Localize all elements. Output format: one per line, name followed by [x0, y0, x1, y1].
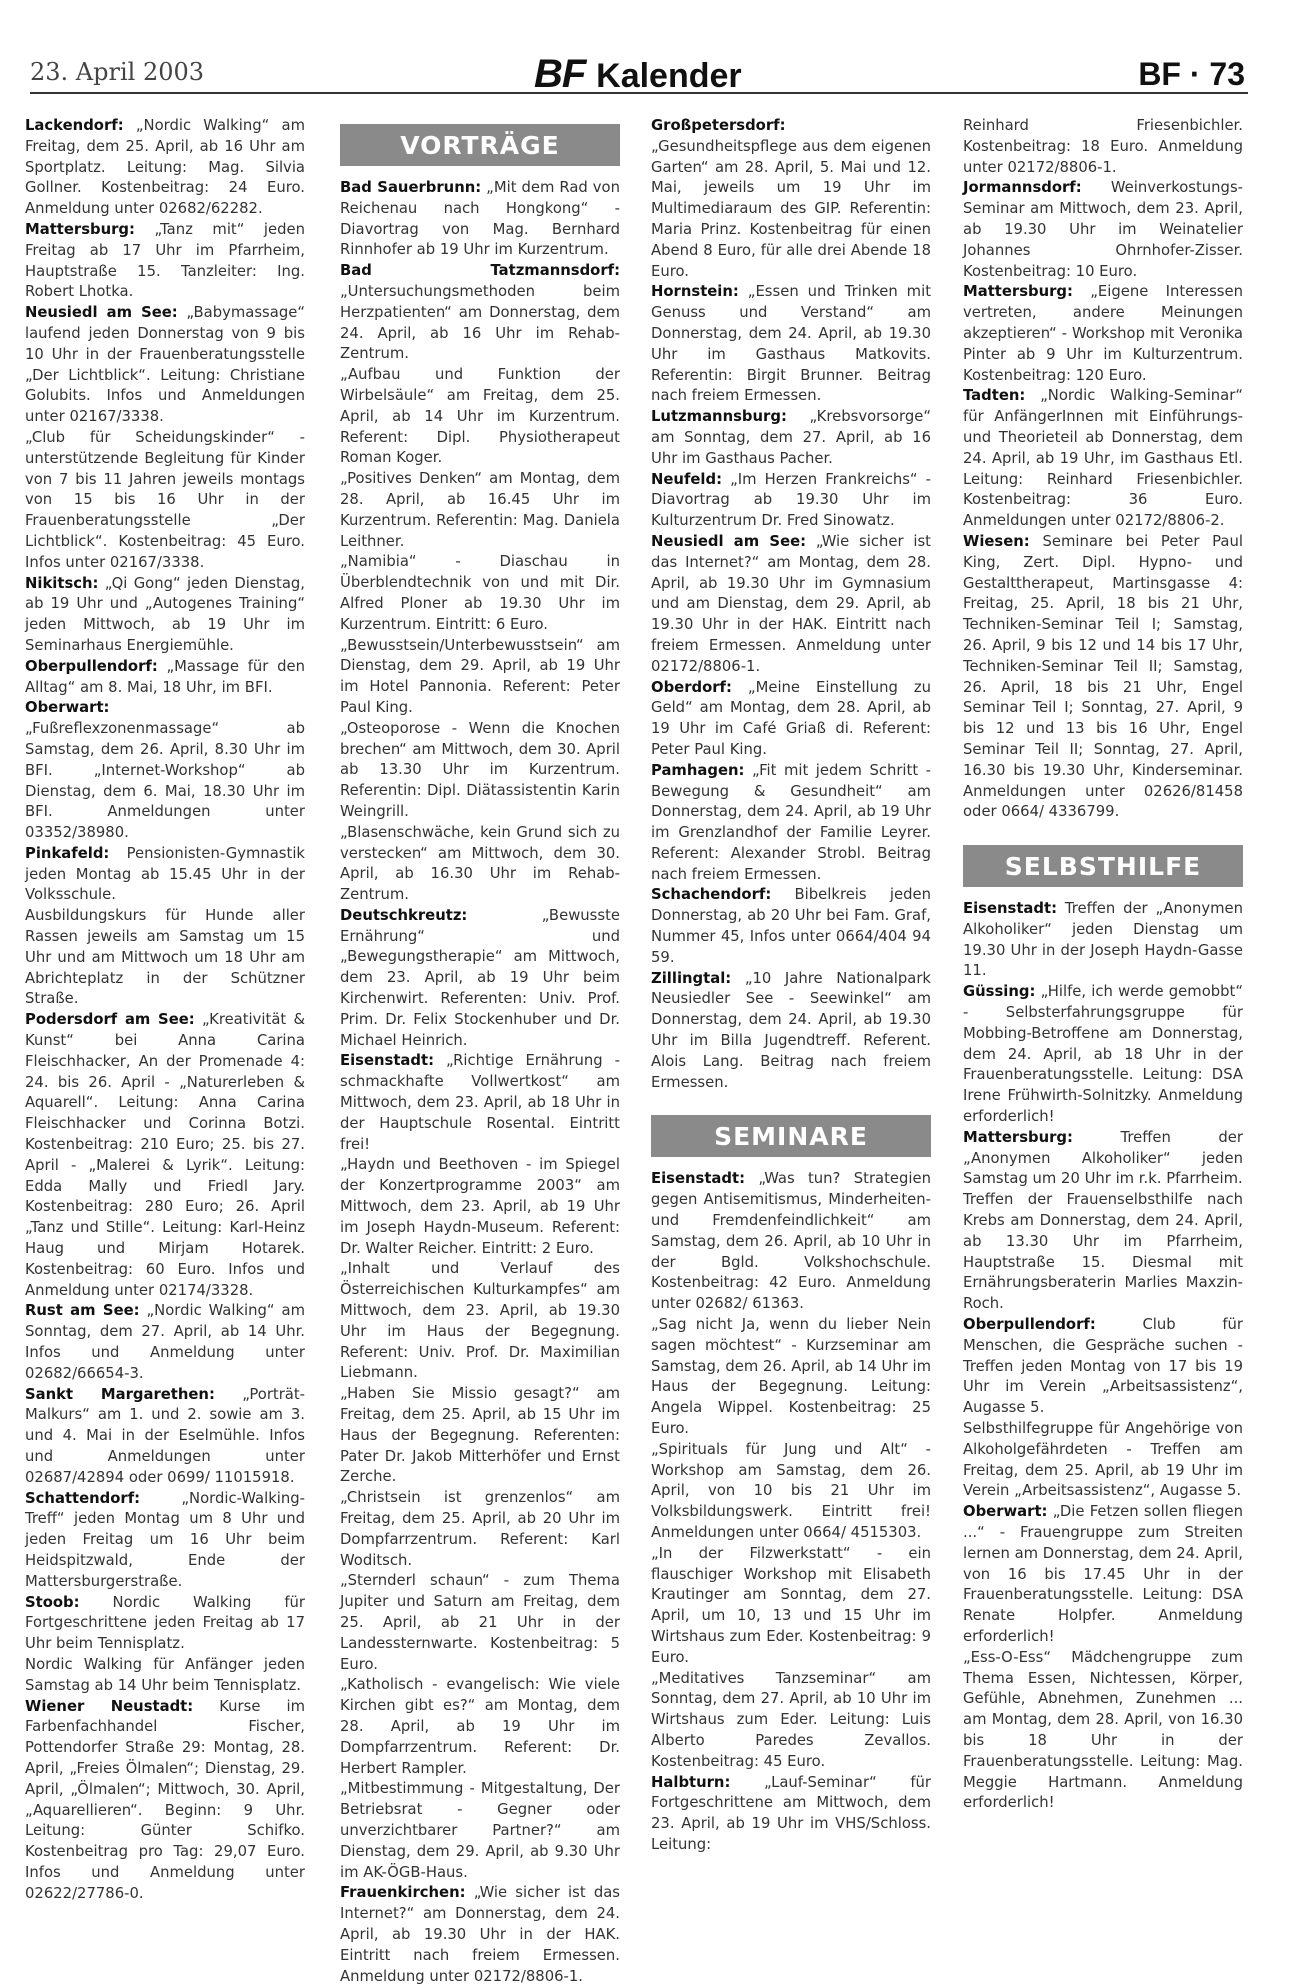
entry-place: Güssing: [963, 983, 1036, 1001]
entry-place: Oberdorf: [651, 678, 732, 696]
entry-place: Hornstein: [651, 283, 739, 301]
entry-text: „Gesundheitspflege aus dem eigenen Garten“ am 28. April, 5. Mai und 12. Mai, jeweils um 19 Uhr im Multimediaraum des GIP. Referentin: Maria Prinz. Kostenbeitrag für einen Abend 8 Euro, für alle drei Abende 18 Euro. [651, 137, 931, 280]
entry-text: „Nordic Walking“ am Sonntag, dem 27. April, ab 14 Uhr. Infos und Anmeldung unter 02682/66654-3. [25, 1302, 305, 1382]
page-header [0, 0, 1292, 96]
calendar-entry [651, 470, 931, 532]
entry-text: „Fit mit jedem Schritt - Bewegung & Gesundheit“ am Donnerstag, dem 24. April, ab 19 Uhr im Grenzlandhof der Familie Leyrer. Referent: Alexander Strobl. Beitrag nach freiem Ermessen. [651, 761, 931, 883]
calendar-entry [25, 303, 305, 428]
entry-text: „Meditatives Tanzseminar“ am Sonntag, dem 27. April, ab 10 Uhr im Wirtshaus zum Eder. Leitung: Luis Alberto Paredes Zevallos. Kostenbeitrag: 45 Euro. [651, 1669, 931, 1770]
entry-place: Oberwart: [25, 699, 110, 717]
entry-text: Ausbildungskurs für Hunde aller Rassen jeweils am Samstag um 15 Uhr und am Mittwoch um 18 Uhr am Abrichteplatz in der Schützner Straße. [25, 907, 305, 1008]
calendar-entry [25, 116, 305, 220]
calendar-entry [25, 698, 305, 844]
calendar-entry [651, 1669, 931, 1773]
entry-text: „Babymassage“ laufend jeden Donnerstag von 9 bis 10 Uhr in der Frauenberatungsstelle „Der Lichtblick“. Leitung: Christiane Golubits. Infos und Anmeldungen unter 02167/3338. [25, 304, 305, 426]
entry-text: „Nordic Walking-Seminar“ für AnfängerInnen mit Einführungs- und Theorieteil ab Donnerstag, dem 24. April, ab 19 Uhr, im Gasthaus Etl. Leitung: Reinhard Friesenbichler. Kostenbeitrag: 36 Euro. Anmeldungen unter 02172/8806-2. [963, 387, 1243, 530]
entry-text: Bibelkreis jeden Donnerstag, ab 20 Uhr bei Fam. Graf, Nummer 45, Infos unter 0664/404 94 59. [651, 886, 931, 966]
entry-text: Treffen der Frauenselbsthilfe nach Krebs am Donnerstag, dem 24. April, ab 13.30 Uhr im Pfarrheim, Hauptstraße 15. Diesmal mit Ernährungsberaterin Marlies Maxzin-Roch. [963, 1191, 1243, 1313]
entry-place: Mattersburg: [963, 1128, 1073, 1146]
entry-place: Schattendorf: [25, 1489, 141, 1507]
entry-place: Tadten: [963, 387, 1026, 405]
entry-place: Oberpullendorf: [25, 657, 158, 675]
entry-text: „Essen und Trinken mit Genuss und Verstand“ am Donnerstag, dem 24. April, ab 19.30 Uhr im Gasthaus Matkovits. Referentin: Birgit Brunner. Beitrag nach freiem Ermessen. [651, 283, 931, 405]
entry-text: „10 Jahre Nationalpark Neusiedler See - Seewinkel“ am Donnerstag, dem 24. April, ab 19.30 Uhr im Billa Jugendtreff. Referent. Alois Lang. Beitrag nach freiem Ermessen. [651, 969, 931, 1091]
calendar-entry [340, 1883, 620, 1987]
entry-text: „Haben Sie Missio gesagt?“ am Freitag, dem 25. April, ab 15 Uhr im Haus der Begegnung. Referenten: Pater Dr. Jakob Mitterhöfer und Ernst Zerche. [340, 1385, 620, 1486]
entry-place: Mattersburg: [963, 283, 1073, 301]
entry-place: Wiener Neustadt: [25, 1697, 194, 1715]
entries [651, 116, 931, 1093]
entry-text: „Nordic-Walking-Treff“ jeden Montag um 8 Uhr und jeden Freitag um 16 Uhr beim Heidspitzwald, Ende der Mattersburgerstraße. [25, 1489, 305, 1590]
calendar-entry [651, 532, 931, 678]
entry-text: „Kreativität & Kunst“ bei Anna Carina Fleischhacker, An der Promenade 4: 24. bis 26. April - „Naturerleben & Aquarell“. Leitung: Anna Carina Fleischhacker und Corinna Botzi. Kostenbeitrag: 210 Euro; 25. bis 27. April - „Malerei & Lyrik“. Leitung: Edda Mally und Friedl Jary. Kostenbeitrag: 280 Euro; 26. April „Tanz und Stille“. Leitung: Karl-Heinz Haug und Mirjam Hotarek. Kostenbeitrag: 60 Euro. Infos und Anmeldung unter 02174/3328. [25, 1011, 306, 1299]
entry-place: Eisenstadt: [963, 900, 1058, 918]
header-rule [30, 92, 1248, 94]
entry-place: Stoob: [25, 1593, 80, 1611]
calendar-entry [340, 636, 620, 719]
entry-place: Oberpullendorf: [963, 1316, 1096, 1334]
entry-text: „Fußreflexzonenmassage“ ab Samstag, dem 26. April, 8.30 Uhr im BFI. „Internet-Workshop“ ab Dienstag, dem 6. Mai, 18.30 Uhr im BFI. Anmeldungen unter 03352/38980. [25, 720, 305, 842]
calendar-entry [963, 116, 1243, 178]
calendar-entry [340, 1259, 620, 1384]
calendar-entry [25, 1385, 305, 1489]
calendar-entry [25, 1489, 305, 1593]
calendar-entry [651, 761, 931, 886]
entry-place: Großpetersdorf: [651, 117, 786, 134]
column-2 [340, 116, 620, 1987]
page-number: BF · 73 [1138, 56, 1245, 92]
entry-text: „In der Filzwerkstatt“ - ein flauschiger Workshop mit Elisabeth Krautinger am Sonntag, dem 27. April, um 10, 13 und 15 Uhr im Wirtshaus zum Eder. Kostenbeitrag: 9 Euro. [651, 1544, 931, 1666]
calendar-entry [963, 386, 1243, 532]
section-name: Kalender [596, 57, 742, 95]
calendar-entry [651, 1169, 931, 1315]
entry-text: „Mitbestimmung - Mitgestaltung, Der Betriebsrat - Gegner oder unverzichtbarer Partner?“ am Dienstag, dem 29. April, ab 9.30 Uhr im AK-ÖGB-Haus. [340, 1780, 620, 1881]
calendar-entry [25, 1655, 305, 1697]
entries [651, 1169, 931, 1855]
entry-text: „Was tun? Strategien gegen Antisemitismus, Minderheiten- und Fremdenfeindlichkeit“ am Samstag, dem 26. April, ab 10 Uhr in der Bgld. Volkshochschule. Kostenbeitrag: 42 Euro. Anmeldung unter 02682/ 61363. [651, 1170, 931, 1313]
entry-text: Pensionisten-Gymnastik jeden Montag ab 15.45 Uhr in der Volksschule. [25, 844, 305, 904]
calendar-entry [963, 982, 1243, 1128]
entry-text: „Porträt-Malkurs“ am 1. und 2. sowie am 3. und 4. Mai in der Eselmühle. Infos und Anmeldungen unter 02687/42894 oder 0699/ 11015918. [25, 1385, 305, 1486]
entries [25, 116, 305, 1905]
calendar-entry [963, 899, 1243, 982]
entry-place: Eisenstadt: [651, 1170, 746, 1188]
entry-place: Podersdorf am See: [25, 1011, 195, 1029]
entry-text: „Spirituals für Jung und Alt“ - Workshop am Samstag, dem 26. April, von 10 bis 21 Uhr im Volksbildungswerk. Eintritt frei! Anmeldungen unter 0664/ 4515303. [651, 1440, 931, 1541]
section-heading-vortraege: VORTRÄGE [340, 124, 620, 166]
entries [963, 116, 1243, 823]
entry-text: „Haydn und Beethoven - im Spiegel der Konzertprogramme 2003“ am Mittwoch, dem 23. April, ab 19 Uhr im Joseph Haydn-Museum. Referent: Dr. Walter Reicher. Eintritt: 2 Euro. [340, 1156, 620, 1257]
calendar-entry [963, 532, 1243, 823]
entry-place: Sankt Margarethen: [25, 1385, 215, 1403]
entry-text: Treffen der „Anonymen Alkoholiker“ jeden Samstag um 20 Uhr im r.k. Pfarrheim. [963, 1128, 1243, 1188]
entry-text: „Lauf-Seminar“ für Fortgeschrittene am Mittwoch, dem 23. April, ab 19 Uhr im VHS/Schloss. Leitung: [651, 1773, 931, 1853]
entry-text: „Nordic Walking“ am Freitag, dem 25. April, ab 16 Uhr am Sportplatz. Leitung: Mag. Silvia Gollner. Kostenbeitrag: 24 Euro. Anmeldung unter 02682/62282. [25, 117, 305, 218]
calendar-entry [651, 116, 931, 282]
calendar-entry [651, 885, 931, 968]
entry-text: „Sternderl schaun“ - zum Thema Jupiter und Saturn am Freitag, dem 25. April, ab 21 Uhr in der Landessternwarte. Kostenbeitrag: 5 Euro. [340, 1572, 620, 1673]
entry-place: Eisenstadt: [340, 1052, 435, 1070]
entry-place: Jormannsdorf: [963, 179, 1082, 197]
calendar-entry [340, 719, 620, 823]
entry-place: Schachendorf: [651, 886, 772, 904]
entry-place: Halbturn: [651, 1773, 731, 1791]
entry-text: „Krebsvorsorge“ am Sonntag, dem 27. April, ab 16 Uhr im Gasthaus Pacher. [651, 408, 931, 467]
calendar-entry [340, 1571, 620, 1675]
entry-place: Neusiedl am See: [25, 304, 178, 322]
calendar-entry [340, 1384, 620, 1488]
entries [963, 899, 1243, 1814]
entry-place: Neusiedl am See: [651, 532, 807, 550]
entry-place: Pinkafeld: [25, 844, 110, 862]
calendar-entry [340, 1155, 620, 1259]
entry-text: „Ess-O-Ess“ Mädchengruppe zum Thema Essen, Nichtessen, Körper, Gefühle, Abnehmen, Zunehmen ... am Montag, dem 28. April, von 16.30 bis 18 Uhr in der Frauenberatungsstelle. Leitung: Mag. Meggie Hartmann. Anmeldung erforderlich! [963, 1648, 1243, 1812]
entry-text: „Katholisch - evangelisch: Wie viele Kirchen gibt es?“ am Montag, dem 28. April, ab 19 Uhr im Dompfarrzentrum. Referent: Dr. Herbert Rampler. [340, 1676, 620, 1777]
entry-place: Nikitsch: [25, 574, 99, 592]
entry-text: „Richtige Ernährung - schmackhafte Vollwertkost“ am Mittwoch, dem 23. April, ab 18 Uhr in der Hauptschule Rosental. Eintritt frei! [340, 1052, 620, 1153]
entry-place: Lutzmannsburg: [651, 408, 787, 426]
section-title [534, 52, 742, 97]
entry-text: „Inhalt und Verlauf des Österreichischen Kulturkampfes“ am Mittwoch, dem 23. April, ab 19.30 Uhr im Haus der Begegnung. Referent: Univ. Prof. Dr. Maximilian Liebmann. [340, 1260, 620, 1382]
entry-text: „Wie sicher ist das Internet?“ am Donnerstag, dem 24. April, ab 19.30 Uhr in der HAK. Eintritt nach freiem Ermessen. Anmeldung unter 02172/8806-1. [340, 1884, 620, 1985]
calendar-entry [963, 1128, 1243, 1190]
calendar-entry [25, 906, 305, 1010]
entry-text: „Untersuchungsmethoden beim Herzpatienten“ am Donnerstag, dem 24. April, ab 16 Uhr im Rehab-Zentrum. [340, 282, 620, 363]
calendar-entry [25, 1593, 305, 1655]
calendar-entry [963, 1502, 1243, 1648]
entry-text: „Meine Einstellung zu Geld“ am Montag, dem 28. April, ab 19 Uhr im Café Griaß di. Referent: Peter Paul King. [651, 678, 931, 758]
calendar-entry [25, 220, 305, 303]
entry-text: Selbsthilfegruppe für Angehörige von Alkoholgefährdeten - Treffen am Freitag, dem 25. April, ab 19 Uhr im Verein „Arbeitsassistenz“, Augasse 5. [963, 1420, 1243, 1500]
issue-date: 23. April 2003 [30, 58, 205, 86]
entry-text: „Eigene Interessen vertreten, andere Meinungen akzeptieren“ - Workshop mit Veronika Pinter ab 9 Uhr im Kulturzentrum. Kostenbeitrag: 120 Euro. [963, 283, 1243, 384]
entry-place: Bad Tatzmannsdorf: [340, 262, 620, 280]
entry-text: „Tanz mit“ jeden Freitag ab 17 Uhr im Pfarrheim, Hauptstraße 15. Tanzleiter: Ing. Robert Lhotka. [25, 220, 305, 301]
entry-text: „Massage für den Alltag“ am 8. Mai, 18 Uhr, im BFI. [25, 657, 305, 696]
calendar-entry [963, 1315, 1243, 1419]
calendar-entry [340, 823, 620, 906]
calendar-entry [651, 282, 931, 407]
calendar-entry [651, 1773, 931, 1856]
entry-place: Pamhagen: [651, 761, 745, 779]
entry-text: Reinhard Friesenbichler. Kostenbeitrag: 18 Euro. Anmeldung unter 02172/8806-1. [963, 117, 1243, 176]
calendar-entry [340, 1779, 620, 1883]
entry-place: Oberwart: [963, 1503, 1048, 1521]
entry-text: Seminare bei Peter Paul King, Zert. Dipl. Hypno- und Gestalttherapeut, Martinsgasse 4: Freitag, 25. April, 18 bis 21 Uhr, Techniken-Seminar Teil I; Samstag, 26. April, 9 bis 12 und 14 bis 17 Uhr, Techniken-Seminar Teil II; Samstag, 26. April, 18 bis 21 Uhr, Engel Seminar Teil I; Sonntag, 27. April, 9 bis 12 und 13 bis 16 Uhr, Engel Seminar Teil II; Sonntag, 27. April, 16.30 bis 19.30 Uhr, Kinderseminar. Anmeldungen unter 02626/81458 oder 0664/ 4336799. [963, 532, 1243, 821]
calendar-entry [25, 574, 305, 657]
entry-text: Club für Menschen, die Gespräche suchen - Treffen jeden Montag von 17 bis 19 Uhr im Verein „Arbeitsassistenz“, Augasse 5. [963, 1316, 1243, 1417]
calendar-entry [25, 428, 305, 574]
calendar-entry [25, 1301, 305, 1384]
entry-text: „Aufbau und Funktion der Wirbelsäule“ am Freitag, dem 25. April, ab 14 Uhr im Kurzentrum. Referent: Dipl. Physiotherapeut Roman Koger. [340, 366, 620, 467]
entry-text: „Christsein ist grenzenlos“ am Freitag, dem 25. April, ab 20 Uhr im Dompfarrzentrum. Referent: Karl Woditsch. [340, 1489, 620, 1569]
entry-place: Bad Sauerbrunn: [340, 179, 482, 196]
calendar-entry [963, 1648, 1243, 1814]
calendar-entry [340, 469, 620, 552]
entry-text: Nordic Walking für Anfänger jeden Samstag ab 14 Uhr beim Tennisplatz. [25, 1655, 305, 1694]
entry-text: Treffen der „Anonymen Alkoholiker“ jeden Dienstag um 19.30 Uhr in der Joseph Haydn-Gasse 11. [963, 900, 1243, 980]
entry-text: Nordic Walking für Fortgeschrittene jeden Freitag ab 17 Uhr beim Tennisplatz. [25, 1593, 305, 1653]
entry-place: Mattersburg: [25, 220, 135, 238]
entry-place: Frauenkirchen: [340, 1884, 466, 1902]
calendar-entry [651, 969, 931, 1094]
calendar-entry [340, 1051, 620, 1155]
entry-text: „Die Fetzen sollen fliegen ...“ - Frauengruppe zum Streiten lernen am Donnerstag, dem 24. April, von 16 bis 17.45 Uhr in der Frauenberatungsstelle. Leitung: DSA Renate Holpfer. Anmeldung erforderlich! [963, 1503, 1243, 1645]
entry-place: Lackendorf: [25, 117, 124, 134]
calendar-entry [963, 1190, 1243, 1315]
calendar-entry [651, 1440, 931, 1544]
column-4 [963, 116, 1243, 1814]
entry-text: „Mit dem Rad von Reichenau nach Hongkong“ - Diavortrag von Mag. Bernhard Rinnhofer ab 19 Uhr im Kurzentrum. [340, 179, 620, 259]
calendar-entry [340, 906, 620, 1052]
calendar-entry [340, 178, 620, 261]
entry-text: „Qi Gong“ jeden Dienstag, ab 19 Uhr und „Autogenes Training“ jeden Mittwoch, ab 19 Uhr im Seminarhaus Energiemühle. [25, 574, 305, 654]
entry-text: „Sag nicht Ja, wenn du lieber Nein sagen möchtest“ - Kurzseminar am Samstag, dem 26. April, ab 14 Uhr im Haus der Begegnung. Leitung: Angela Wippel. Kostenbeitrag: 25 Euro. [651, 1316, 931, 1438]
calendar-entry [340, 365, 620, 469]
entry-text: „Club für Scheidungskinder“ - unterstützende Begleitung für Kinder von 7 bis 11 Jahren jeweils montags von 15 bis 16 Uhr in der Frauenberatungsstelle „Der Lichtblick“. Kostenbeitrag: 45 Euro. Infos unter 02167/3338. [25, 428, 305, 571]
entry-place: Wiesen: [963, 532, 1030, 550]
calendar-entry [25, 1010, 305, 1301]
entry-text: „Namibia“ - Diaschau in Überblendtechnik von und mit Dir. Alfred Ploner ab 19.30 Uhr im Kurzentrum. Eintritt: 6 Euro. [340, 553, 620, 633]
calendar-entry [340, 261, 620, 365]
calendar-entry [963, 178, 1243, 282]
calendar-entry [25, 657, 305, 699]
calendar-entry [963, 282, 1243, 386]
calendar-entry [340, 1675, 620, 1779]
calendar-entry [340, 552, 620, 635]
calendar-entry [651, 678, 931, 761]
calendar-entry [25, 1697, 305, 1905]
entry-text: „Bewusstsein/Unterbewusstsein“ am Dienstag, dem 29. April, ab 19 Uhr im Hotel Pannonia. Referent: Peter Paul King. [340, 636, 620, 716]
entry-place: Deutschkreutz: [340, 906, 468, 924]
entry-text: Kurse im Farbenfachhandel Fischer, Pottendorfer Straße 29: Montag, 28. April, „Freies Ölmalen“; Dienstag, 29. April, „Ölmalen“; Mittwoch, 30. April, „Aquarellieren“. Beginn: 9 Uhr. Leitung: Günter Schifko. Kostenbeitrag pro Tag: 29,07 Euro. Infos und Anmeldung unter 02622/27786-0. [25, 1697, 305, 1902]
section-heading-selbsthilfe: SELBSTHILFE [963, 845, 1243, 887]
calendar-entry [340, 1488, 620, 1571]
entry-text: „Osteoporose - Wenn die Knochen brechen“ am Mittwoch, dem 30. April ab 13.30 Uhr im Kurzentrum. Referentin: Dipl. Diätassistentin Karin Weingrill. [340, 719, 620, 820]
entry-text: „Bewusste Ernährung“ und „Bewegungstherapie“ am Mittwoch, dem 23. April, ab 19 Uhr beim Kirchenwirt. Referenten: Univ. Prof. Prim. Dr. Felix Stockenhuber und Dr. Michael Heinrich. [340, 906, 620, 1049]
entry-text: Weinverkostungs-Seminar am Mittwoch, dem 23. April, ab 19.30 Uhr im Weinatelier Johannes Ohrnhofer-Zisser. Kostenbeitrag: 10 Euro. [963, 179, 1243, 280]
calendar-entry [651, 1544, 931, 1669]
entry-text: „Hilfe, ich werde gemobbt“ - Selbsterfahrungsgruppe für Mobbing-Betroffene am Donnerstag, dem 24. April, ab 18 Uhr in der Frauenberatungsstelle. Leitung: DSA Irene Frühwirth-Solnitzky. Anmeldung erforderlich! [963, 983, 1243, 1126]
entry-text: „Wie sicher ist das Internet?“ am Montag, dem 28. April, ab 19.30 Uhr im Gymnasium und am Dienstag, dem 29. April, ab 19.30 Uhr in der HAK. Eintritt nach freiem Ermessen. Anmeldung unter 02172/8806-1. [651, 532, 931, 675]
section-heading-seminare: SEMINARE [651, 1115, 931, 1157]
entry-text: „Im Herzen Frankreichs“ - Diavortrag ab 19.30 Uhr im Kulturzentrum Dr. Fred Sinowatz. [651, 470, 931, 530]
entry-place: Neufeld: [651, 470, 723, 488]
column-1 [25, 116, 305, 1905]
entry-place: Zillingtal: [651, 969, 732, 987]
calendar-entry [963, 1419, 1243, 1502]
entries [340, 178, 620, 1987]
calendar-entry [651, 407, 931, 469]
entry-text: „Positives Denken“ am Montag, dem 28. April, ab 16.45 Uhr im Kurzentrum. Referentin: Mag. Daniela Leithner. [340, 470, 620, 550]
brand-logo: BF [534, 52, 586, 96]
column-3 [651, 116, 931, 1856]
calendar-entry [651, 1315, 931, 1440]
entry-place: Rust am See: [25, 1302, 140, 1320]
calendar-entry [25, 844, 305, 906]
entry-text: „Blasenschwäche, kein Grund sich zu verstecken“ am Mittwoch, dem 30. April, ab 16.30 Uhr im Rehab-Zentrum. [340, 823, 620, 904]
